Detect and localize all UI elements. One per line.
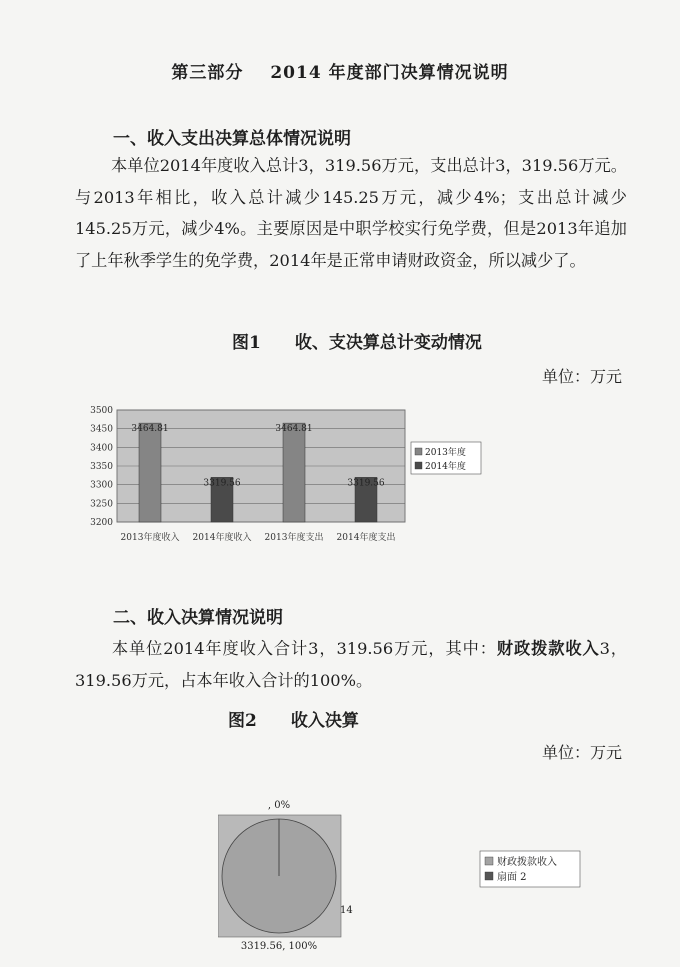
x-tick-label: 2013年度支出 bbox=[264, 533, 324, 543]
bar-chart bbox=[80, 398, 500, 553]
x-tick-label: 2014年度支出 bbox=[336, 533, 396, 543]
pie-label-zero: , 0% bbox=[267, 800, 291, 811]
data-label: 3319.56 bbox=[203, 478, 241, 489]
page-number: 14 bbox=[340, 905, 353, 916]
section1-text: 本单位2014年度收入总计3，319.56万元，支出总计3，319.56万元。与2013年相比，收入总计减少145.25万元，减少4%；支出总计减少145.25万元，减少4%。主要原因是中职学校实行免学费，但是2013年追加了上年秋季学生的免学费，2014年是正常申请财政资金，所以减少了。 bbox=[75, 156, 627, 270]
section2-text-a: 本单位2014年度收入合计3，319.56万元，其中： bbox=[111, 639, 497, 658]
y-tick-label: 3400 bbox=[90, 443, 113, 454]
section2-heading: 二、收入决算情况说明 bbox=[113, 608, 283, 628]
y-tick-label: 3300 bbox=[90, 480, 113, 491]
x-tick-label: 2014年度收入 bbox=[192, 533, 252, 543]
pie-legend-label: 扇面 2 bbox=[497, 872, 527, 883]
data-label: 3464.81 bbox=[275, 424, 313, 435]
title-part: 第三部分 bbox=[171, 63, 244, 83]
y-tick-label: 3200 bbox=[90, 518, 113, 528]
pie-chart bbox=[218, 795, 658, 955]
title-text: 2014 年度部门决算情况说明 bbox=[270, 63, 509, 83]
figure2-unit: 单位：万元 bbox=[541, 743, 622, 762]
legend-label: 2014年度 bbox=[425, 462, 466, 472]
figure1-caption: 图1 收、支决算总计变动情况 bbox=[232, 333, 482, 353]
data-label: 3319.56 bbox=[347, 478, 385, 489]
y-tick-label: 3250 bbox=[90, 499, 113, 510]
legend-swatch bbox=[415, 462, 422, 469]
bar bbox=[139, 423, 161, 522]
figure1-unit: 单位：万元 bbox=[541, 367, 622, 386]
y-tick-label: 3350 bbox=[90, 462, 113, 472]
section2-paragraph bbox=[75, 633, 627, 696]
section1-heading: 一、收入支出决算总体情况说明 bbox=[113, 129, 351, 149]
data-label: 3464.81 bbox=[131, 424, 169, 435]
document-title bbox=[0, 58, 680, 83]
pie-label-main: 3319.56, 100% bbox=[240, 941, 318, 952]
pie-legend-swatch bbox=[485, 857, 493, 865]
figure2-caption: 图2 收入决算 bbox=[228, 711, 359, 731]
section2-text-b: 3，319.56万元，占本年收入合计的100%。 bbox=[75, 639, 627, 690]
pie-chart-svg bbox=[218, 795, 658, 955]
legend-label: 2013年度 bbox=[425, 448, 466, 458]
pie-legend-label: 财政拨款收入 bbox=[497, 857, 557, 868]
legend-swatch bbox=[415, 448, 422, 455]
section1-paragraph bbox=[75, 150, 627, 276]
y-tick-label: 3450 bbox=[90, 424, 113, 435]
bar bbox=[283, 423, 305, 522]
y-tick-label: 3500 bbox=[90, 406, 113, 416]
pie-legend-swatch bbox=[485, 872, 493, 880]
x-tick-label: 2013年度收入 bbox=[120, 533, 180, 543]
section2-text-bold: 财政拨款收入 bbox=[496, 639, 600, 658]
bar-chart-svg bbox=[80, 398, 500, 553]
